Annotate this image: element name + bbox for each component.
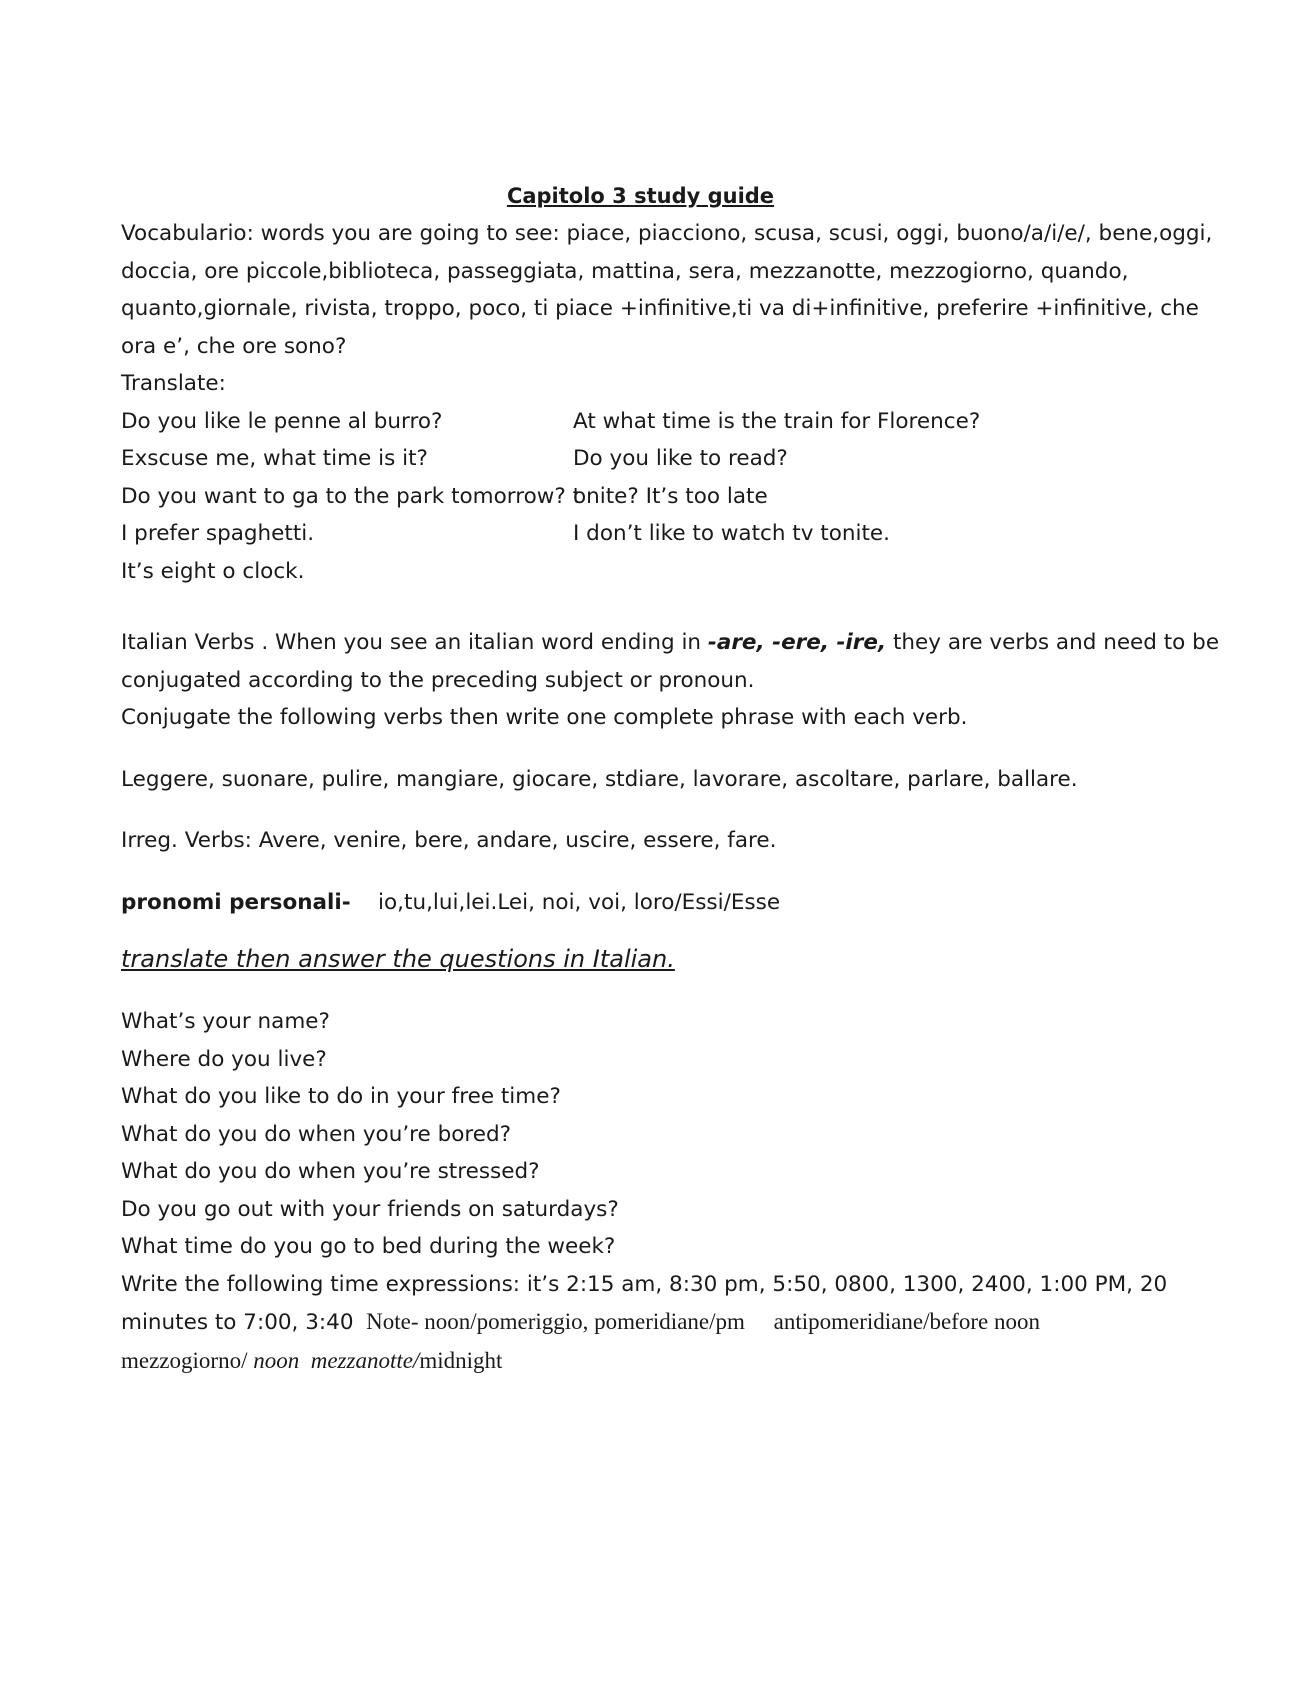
question-item: What do you do when you’re bored?	[121, 1121, 512, 1147]
page-title: Capitolo 3 study guide	[506, 184, 775, 208]
verbs-line: conjugated according to the preceding subject or pronoun.	[121, 667, 755, 693]
regular-verbs-list: Leggere, suonare, pulire, mangiare, giocare, stdiare, lavorare, ascoltare, parlare, ballare.	[121, 766, 1078, 792]
time-expr-text: midnight	[419, 1347, 503, 1373]
time-expr-line: Write the following time expressions: it’s 2:15 am, 8:30 pm, 5:50, 0800, 1300, 2400, 1:00 PM, 20	[121, 1271, 1168, 1297]
vocab-line: ora e’, che ore sono?	[121, 333, 347, 359]
translate-item: Do you like le penne al burro?	[121, 408, 443, 434]
vocabulary-section	[121, 215, 1213, 365]
verbs-intro-text: Italian Verbs . When you see an italian word ending in	[121, 630, 708, 655]
translate-row	[121, 440, 1196, 478]
time-expr-text: minutes to 7:00, 3:40	[121, 1310, 361, 1335]
question-item: What time do you go to bed during the week?	[121, 1234, 616, 1259]
translate-row	[121, 515, 1196, 553]
questions-heading: translate then answer the questions in Italian.	[121, 945, 675, 973]
translate-label: Translate:	[121, 371, 226, 396]
translate-section	[121, 365, 1196, 590]
time-expr-text: mezzogiorno/	[121, 1347, 254, 1373]
vocab-line: quanto,giornale, rivista, troppo, poco, ti piace +infinitive,ti va di+infinitive, preferire +infinitive, che	[121, 296, 1199, 321]
translate-item: Exscuse me, what time is it?	[121, 446, 428, 471]
irregular-verbs-list: Irreg. Verbs: Avere, venire, bere, andare, uscire, essere, fare.	[121, 828, 777, 853]
question-item: What do you do when you’re stressed?	[121, 1159, 540, 1184]
questions-section	[121, 939, 1196, 1266]
pronouns-line	[121, 884, 1196, 922]
translate-row	[121, 403, 1196, 441]
vocab-line: doccia, ore piccole,biblioteca, passeggiata, mattina, sera, mezzanotte, mezzogiorno, quando,	[121, 258, 1129, 284]
time-expr-note: Note- noon/pomeriggio, pomeridiane/pm antipomeridiane/before noon	[360, 1309, 1040, 1334]
translate-item: I don’t like to watch tv tonite.	[573, 521, 890, 546]
vocab-line: Vocabulario: words you are going to see: piace, piacciono, scusa, scusi, oggi, buono/a/i/e/, bene,oggi,	[121, 221, 1213, 246]
spacer	[121, 860, 1196, 884]
translate-row	[121, 553, 1196, 591]
spacer	[121, 737, 1196, 761]
spacer	[121, 590, 1196, 624]
question-item: Where do you live?	[121, 1046, 327, 1072]
study-guide-content	[121, 184, 1220, 1379]
translate-item: Do you want to ga to the park tomorrow? t	[121, 483, 582, 509]
time-expressions-section	[121, 1266, 1196, 1380]
translate-item: Do you like to read?	[573, 446, 788, 471]
translate-item: It’s eight o clock.	[121, 558, 305, 584]
verbs-intro-text: they are verbs and need to be	[886, 630, 1220, 655]
time-expr-line	[121, 1303, 1196, 1342]
translate-row	[121, 478, 1196, 516]
verb-endings: -are, -ere, -ire,	[707, 630, 887, 655]
question-item: What do you like to do in your free time?	[121, 1084, 561, 1109]
verbs-section	[121, 624, 1220, 921]
verbs-line: Conjugate the following verbs then write one complete phrase with each verb.	[121, 705, 968, 730]
question-item: Do you go out with your friends on saturdays?	[121, 1196, 619, 1222]
verbs-intro	[121, 624, 1220, 662]
pronouns-label: pronomi personali-	[121, 889, 351, 915]
time-expr-italic: noon mezzanotte/	[253, 1347, 420, 1373]
time-expr-line	[121, 1342, 1196, 1380]
translate-item: I prefer spaghetti.	[121, 521, 315, 546]
spacer	[121, 798, 1196, 822]
question-item: What’s your name?	[121, 1009, 330, 1034]
translate-item: onite? It’s too late	[573, 483, 768, 509]
pronouns-list: io,tu,lui,lei.Lei, noi, voi, loro/Essi/Esse	[350, 889, 781, 915]
translate-item: At what time is the train for Florence?	[573, 408, 981, 434]
